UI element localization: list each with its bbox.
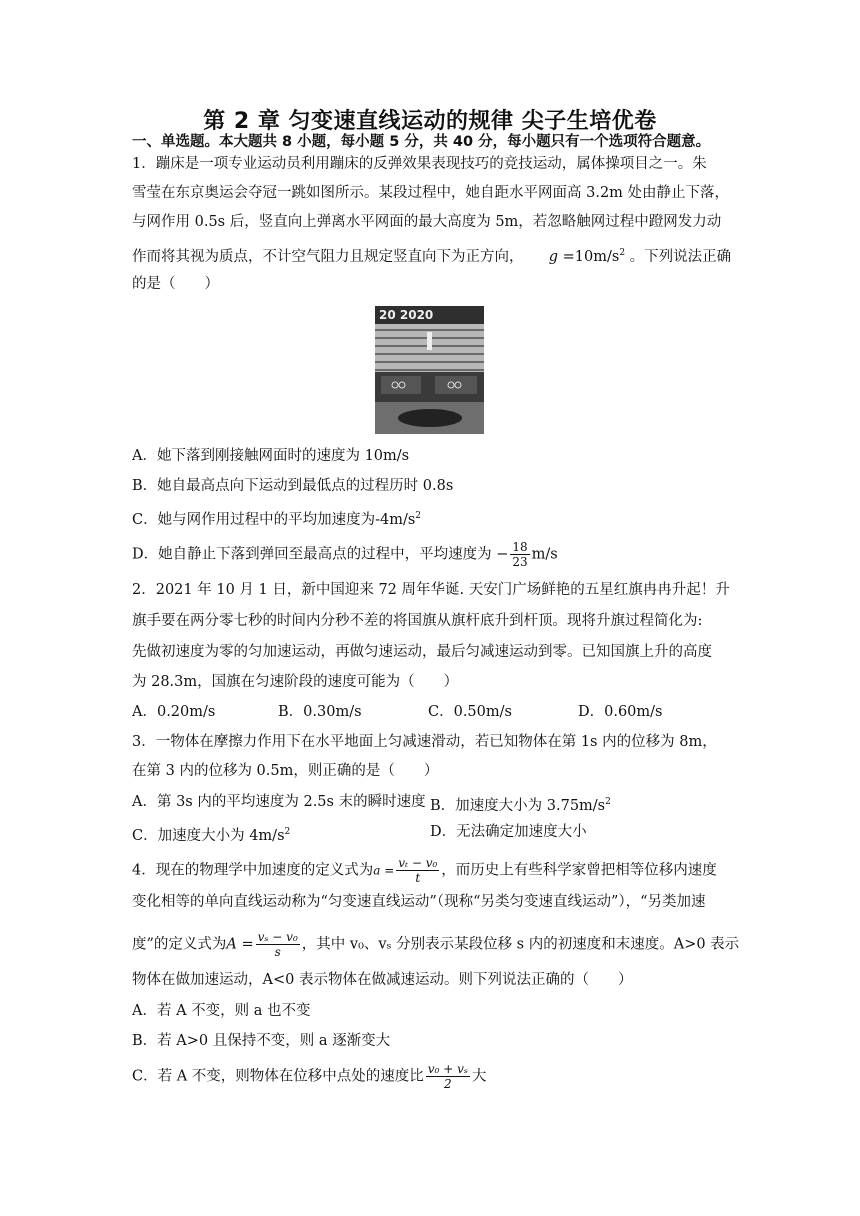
q4-option-a: A．若 A 不变，则 a 也不变 — [132, 1003, 311, 1019]
q3-option-a: A．第 3s 内的平均速度为 2.5s 末的瞬时速度 — [132, 794, 426, 810]
q2-line2: 旗手要在两分零七秒的时间内分秒不差的将国旗从旗杆底升到杆顶。现将升旗过程简化为: — [132, 613, 703, 629]
q4-line3: 度”的定义式为A = $\frac{\text{vₛ − v₀}}{s}$ ，其中 v₀、vₛ 分别表示某段位移 s 内的初速度和末速度。A>0 表示 — [132, 930, 740, 959]
q1-line4-tail: 。下列说法正确 — [625, 248, 732, 265]
q4-a-fraction: $\frac{\text{vₜ − v₀}}{t}$ — [398, 856, 438, 885]
q1-line4-text: 作而将其视为质点，不计空气阻力且规定竖直向下为正方向， — [132, 248, 524, 265]
q2-option-b: B．0.30m/s — [278, 704, 362, 720]
trampoline-photo — [375, 306, 484, 434]
q2-option-c: C．0.50m/s — [428, 704, 512, 720]
q1-line3: 与网作用 0.5s 后，竖直向上弹离水平网面的最大高度为 5m，若忽略触网过程中蹬网发力动 — [132, 214, 722, 230]
q1-d-fraction: $\frac{18}{23}$ — [512, 540, 528, 569]
q1-line4 — [132, 243, 731, 267]
q1-g-value: =10m/s — [558, 248, 620, 265]
q3-option-b: B．加速度大小为 $3.75m/s^2$ — [430, 797, 611, 814]
q1-line1: 1．蹦床是一项专业运动员利用蹦床的反弹效果表现技巧的竞技运动，属体操项目之一。朱 — [132, 156, 707, 172]
q4-c-fraction: $\frac{\text{v₀ + vₛ}}{2}$ — [427, 1062, 468, 1091]
q1-option-b: B．她自最高点向下运动到最低点的过程历时 0.8s — [132, 478, 454, 494]
q1-g-exp: 2 — [619, 248, 626, 258]
q4-option-c: C．若 A 不变，则物体在位移中点处的速度比 $\frac{\text{v₀ + vₛ}}{2}$ 大 — [132, 1062, 487, 1091]
q1-g-symbol: g — [548, 248, 559, 265]
q1-option-d: D．她自静止下落到弹回至最高点的过程中，平均速度为 − $\frac{18}{23}$ m/s — [132, 540, 558, 569]
q2-line1: 2．2021 年 10 月 1 日，新中国迎来 72 周年华诞. 天安门广场鲜艳的五星红旗冉冉升起！升 — [132, 582, 730, 598]
q3-line1: 3．一物体在摩擦力作用下在水平地面上匀减速滑动，若已知物体在第 1s 内的位移为 8m， — [132, 734, 717, 750]
q1-option-a: A．她下落到刚接触网面时的速度为 10m/s — [132, 448, 410, 464]
q3-option-c: C．加速度大小为 $4m/s^2$ — [132, 827, 291, 844]
q3-option-d: D．无法确定加速度大小 — [430, 824, 587, 840]
photo-banner-text: 20 2020 — [379, 308, 434, 322]
q1-line5: 的是（ ） — [132, 276, 219, 292]
q2-line4: 为 28.3m，国旗在匀速阶段的速度可能为（ ） — [132, 674, 459, 690]
q1-option-c: C．她与网作用过程中的平均加速度为$-4m/s^2$ — [132, 511, 422, 528]
page-title: 第 2 章 匀变速直线运动的规律 尖子生培优卷 — [203, 109, 657, 134]
q4-A-fraction: $\frac{\text{vₛ − v₀}}{s}$ — [257, 930, 298, 959]
q2-line3: 先做初速度为零的匀加速运动，再做匀速运动，最后匀减速运动到零。已知国旗上升的高度 — [132, 644, 712, 660]
q2-option-d: D．0.60m/s — [578, 704, 663, 720]
q2-option-a: A．0.20m/s — [132, 704, 216, 720]
q3-line2: 在第 3 内的位移为 0.5m，则正确的是（ ） — [132, 763, 439, 779]
q4-option-b: B．若 A>0 且保持不变，则 a 逐渐变大 — [132, 1033, 391, 1049]
q1-line2: 雪莹在东京奥运会夺冠一跳如图所示。某段过程中，她自距水平网面高 3.2m 处由静止下落， — [132, 185, 730, 201]
q4-line1: 4．现在的物理学中加速度的定义式为a = $\frac{\text{vₜ − v₀}}{t}$ ，而历史上有些科学家曾把相等位移内速度 — [132, 856, 717, 885]
q4-line2: 变化相等的单向直线运动称为“匀变速直线运动”（现称“另类匀变速直线运动”），“另类加速 — [132, 894, 706, 910]
q4-line4: 物体在做加速运动，A<0 表示物体在做减速运动。则下列说法正确的（ ） — [132, 972, 633, 988]
section-heading: 一、单选题。本大题共 8 小题，每小题 5 分，共 40 分，每小题只有一个选项符合题意。 — [132, 134, 711, 150]
